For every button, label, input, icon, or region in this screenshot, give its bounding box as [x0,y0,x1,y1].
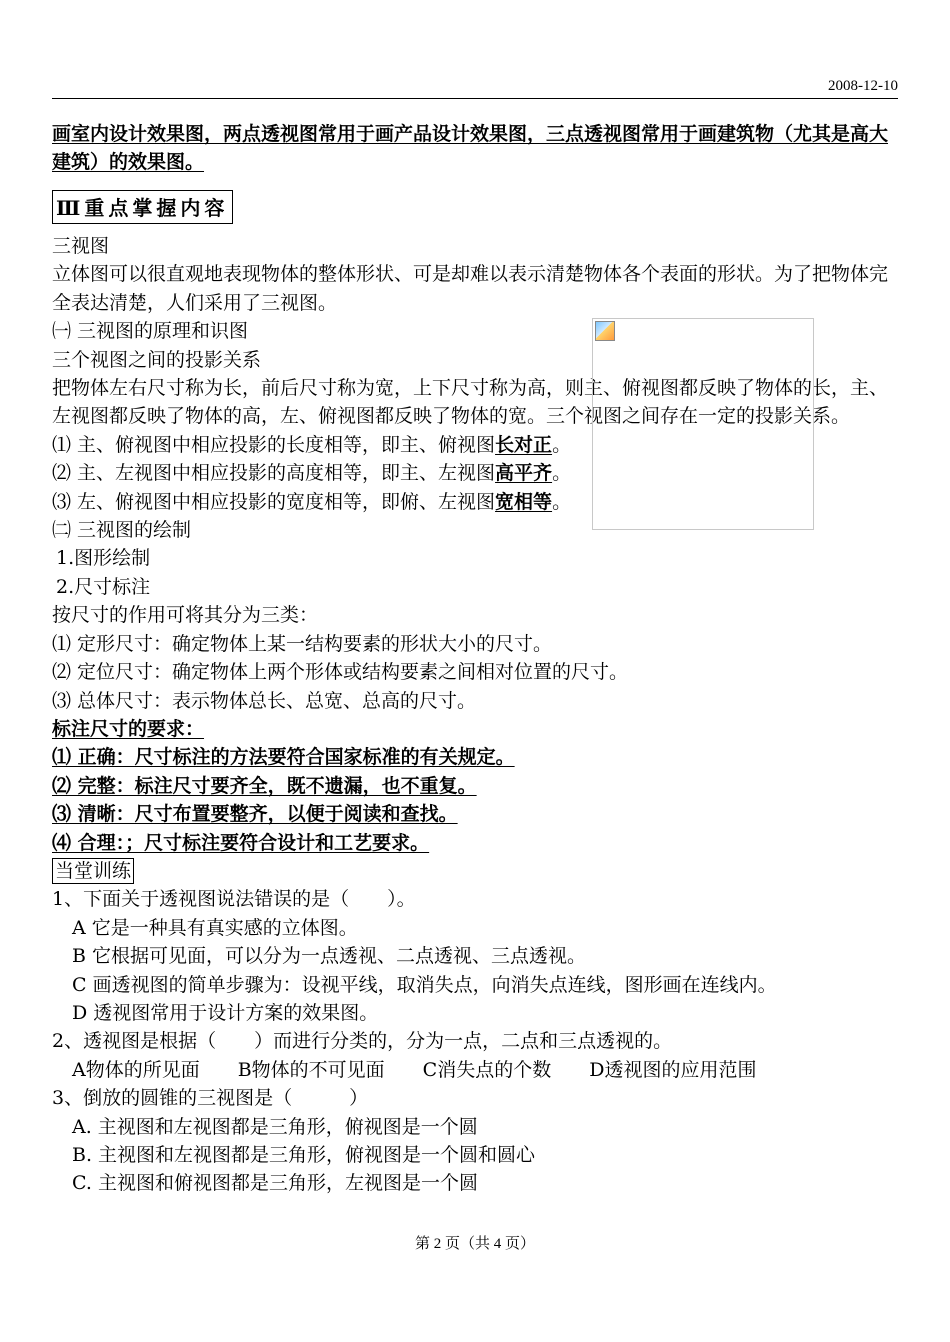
header-rule [52,98,898,99]
question-1-option-d: D 透视图常用于设计方案的效果图。 [72,1001,379,1024]
question-3-option-b: B. 主视图和左视图都是三角形，俯视图是一个圆和圆心 [72,1144,536,1166]
broken-image-icon [595,321,615,341]
item-shape-dimension: ⑴ 定形尺寸：确定物体上某一结构要素的形状大小的尺寸。 [52,632,553,655]
subheading-drawing: ㈡ 三视图的绘制 [52,519,192,542]
heading-dimension-requirements: 标注尺寸的要求： [52,717,205,740]
rule-width-key: 宽相等 [495,490,553,513]
header-date: 2008-12-10 [828,78,898,94]
item-position-dimension: ⑵ 定位尺寸：确定物体上两个形体或结构要素之间相对位置的尺寸。 [52,661,629,684]
page-content [52,120,902,1198]
question-1: 1、下面关于透视图说法错误的是（ ）。 [52,888,416,911]
page-footer: 第 2 页（共 4 页） [414,1236,535,1252]
rule-length-text: ⑴ 主、俯视图中相应投影的长度相等，即主、俯视图 [52,433,496,456]
paragraph-intro-three-views: 立体图可以很直观地表现物体的整体形状、可是却难以表示清楚物体各个表面的形状。为了把物体完全表达清楚，人们采用了三视图。 [52,263,889,314]
rule-height-end: 。 [552,462,572,485]
section-heading: Ⅲ重点掌握内容 [52,190,233,224]
question-1-option-c: C 画透视图的简单步骤为：设视平线，取消失点，向消失点连线，图形画在连线内。 [72,973,777,996]
question-3-option-a: A. 主视图和左视图都是三角形，俯视图是一个圆 [72,1115,478,1138]
intro-paragraph: 画室内设计效果图，两点透视图常用于画产品设计效果图，三点透视图常用于画建筑物（尤其是高大建筑）的效果图。 [52,123,889,173]
line-projection-relation: 三个视图之间的投影关系 [52,348,262,371]
question-1-option-a: A 它是一种具有真实感的立体图。 [72,916,358,939]
req-correct: ⑴ 正确：尺寸标注的方法要符合国家标准的有关规定。 [52,746,515,769]
item-figure-drawing: 1.图形绘制 [56,547,151,570]
line-three-views: 三视图 [52,235,110,257]
rule-width-end: 。 [552,490,572,513]
question-2-options: A物体的所见面 B物体的不可见面 C消失点的个数 D透视图的应用范围 [72,1058,757,1081]
question-3-option-c: C. 主视图和俯视图都是三角形，左视图是一个圆 [72,1172,478,1195]
item-dimensioning: 2.尺寸标注 [56,575,151,598]
rule-length-key: 长对正 [495,433,553,456]
rule-height-text: ⑵ 主、左视图中相应投影的高度相等，即主、左视图 [52,462,496,485]
rule-width-text: ⑶ 左、俯视图中相应投影的宽度相等，即俯、左视图 [52,490,496,513]
line-dimension-types: 按尺寸的作用可将其分为三类： [52,604,319,627]
req-reasonable: ⑷ 合理：；尺寸标注要符合设计和工艺要求。 [52,831,430,854]
question-2: 2、透视图是根据（ ）而进行分类的，分为一点，二点和三点透视的。 [52,1030,673,1053]
rule-length-end: 。 [552,433,572,456]
req-clear: ⑶ 清晰：尺寸布置要整齐，以便于阅读和查找。 [52,803,458,826]
paragraph-dimensions: 把物体左右尺寸称为长，前后尺寸称为宽，上下尺寸称为高，则主、俯视图都反映了物体的长，主、左视图都反映了物体的高，左、俯视图都反映了物体的宽。三个视图之间存在一定的投影关系。 [52,377,889,428]
question-1-option-b: B 它根据可见面，可以分为一点透视、二点透视、三点透视。 [72,945,587,968]
rule-height-key: 高平齐 [495,462,553,485]
req-complete: ⑵ 完整：标注尺寸要齐全，既不遗漏，也不重复。 [52,774,477,797]
subheading-principle: ㈠ 三视图的原理和识图 [52,320,249,343]
item-overall-dimension: ⑶ 总体尺寸：表示物体总长、总宽、总高的尺寸。 [52,689,477,712]
question-3: 3、倒放的圆锥的三视图是（ ） [52,1087,369,1110]
image-placeholder [592,318,814,530]
heading-class-exercise: 当堂训练 [52,858,134,884]
